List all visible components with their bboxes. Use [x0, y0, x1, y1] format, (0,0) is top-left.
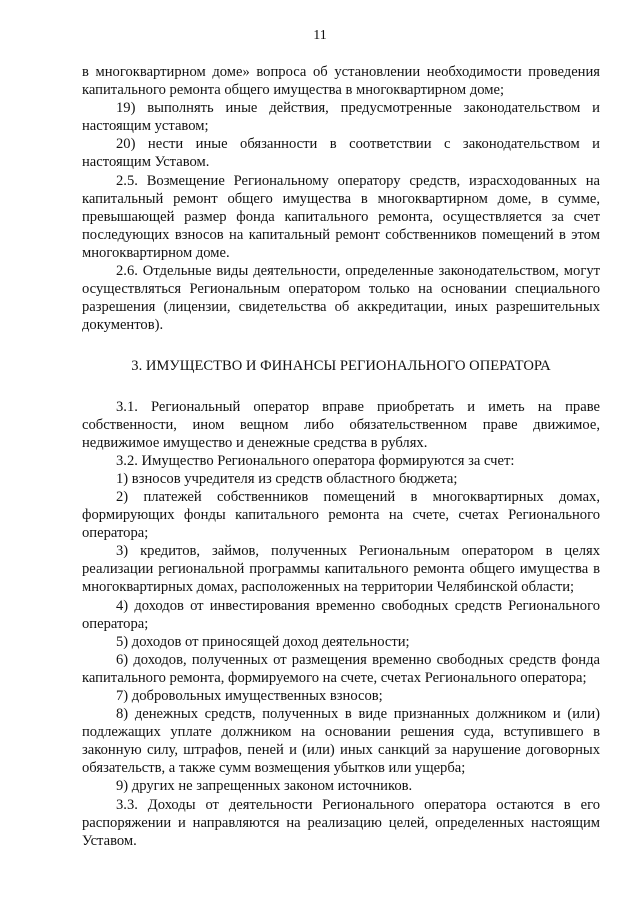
paragraph-2-5: 2.5. Возмещение Региональному оператору средств, израсходованных на капитальный ремонт общего имущества в многоквартирном доме, в сумме, превышающей размер фонда капитального ремонта, осуществляется за счет последующих взносов на капитальный ремонт собственников помещений в этом многоквартирном доме.	[82, 172, 600, 261]
list-item-3: 3) кредитов, займов, полученных Региональным оператором в целях реализации региональной программы капитального ремонта общего имущества в многоквартирных домах, расположенных на территории Челябинской области;	[82, 543, 600, 596]
section-heading: 3. ИМУЩЕСТВО И ФИНАНСЫ РЕГИОНАЛЬНОГО ОПЕРАТОРА	[131, 358, 551, 375]
document-body	[82, 63, 600, 850]
list-item-7: 7) добровольных имущественных взносов;	[116, 688, 383, 704]
paragraph-3-3: 3.3. Доходы от деятельности Регионального оператора остаются в его распоряжении и направляются на реализацию целей, определенных настоящим Уставом.	[82, 796, 600, 849]
list-item-4: 4) доходов от инвестирования временно свободных средств Регионального оператора;	[82, 597, 600, 632]
paragraph-3-1: 3.1. Региональный оператор вправе приобретать и иметь на праве собственности, ином вещном либо обязательственном праве движимое, недвижимое имущество и денежные средства в рублях.	[82, 398, 600, 451]
page-number: 11	[313, 28, 327, 43]
paragraph-continuation: в многоквартирном доме» вопроса об установлении необходимости проведения капитального ремонта общего имущества в многоквартирном доме;	[82, 64, 600, 99]
list-item-2: 2) платежей собственников помещений в многоквартирных домах, формирующих фонды капитального ремонта на счете, счетах Регионального оператора;	[82, 488, 600, 542]
list-item-9: 9) других не запрещенных законом источников.	[116, 778, 413, 795]
paragraph-item-19: 19) выполнять иные действия, предусмотренные законодательством и настоящим уставом;	[82, 100, 600, 135]
paragraph-2-6: 2.6. Отдельные виды деятельности, определенные законодательством, могут осуществляться Региональным оператором только на основании специального разрешения (лицензии, свидетельства об аккредитации, иных разрешительных документов).	[82, 263, 600, 334]
paragraph-item-20: 20) нести иные обязанности в соответствии с законодательством и настоящим Уставом.	[82, 136, 600, 171]
list-item-5: 5) доходов от приносящей доход деятельности;	[116, 633, 410, 650]
list-item-6: 6) доходов, полученных от размещения временно свободных средств фонда капитального ремонта, формируемого на счете, счетах Регионального оператора;	[82, 651, 600, 686]
list-item-8: 8) денежных средств, полученных в виде признанных должником и (или) подлежащих уплате должником на основании решения суда, вступившего в законную силу, штрафов, пеней и (или) иных санкций за нарушение договорных обязательств, а также сумм возмещения убытков или ущерба;	[82, 706, 600, 777]
list-item-1: 1) взносов учредителя из средств областного бюджета;	[116, 470, 458, 487]
paragraph-3-2: 3.2. Имущество Регионального оператора формируются за счет:	[116, 452, 515, 469]
